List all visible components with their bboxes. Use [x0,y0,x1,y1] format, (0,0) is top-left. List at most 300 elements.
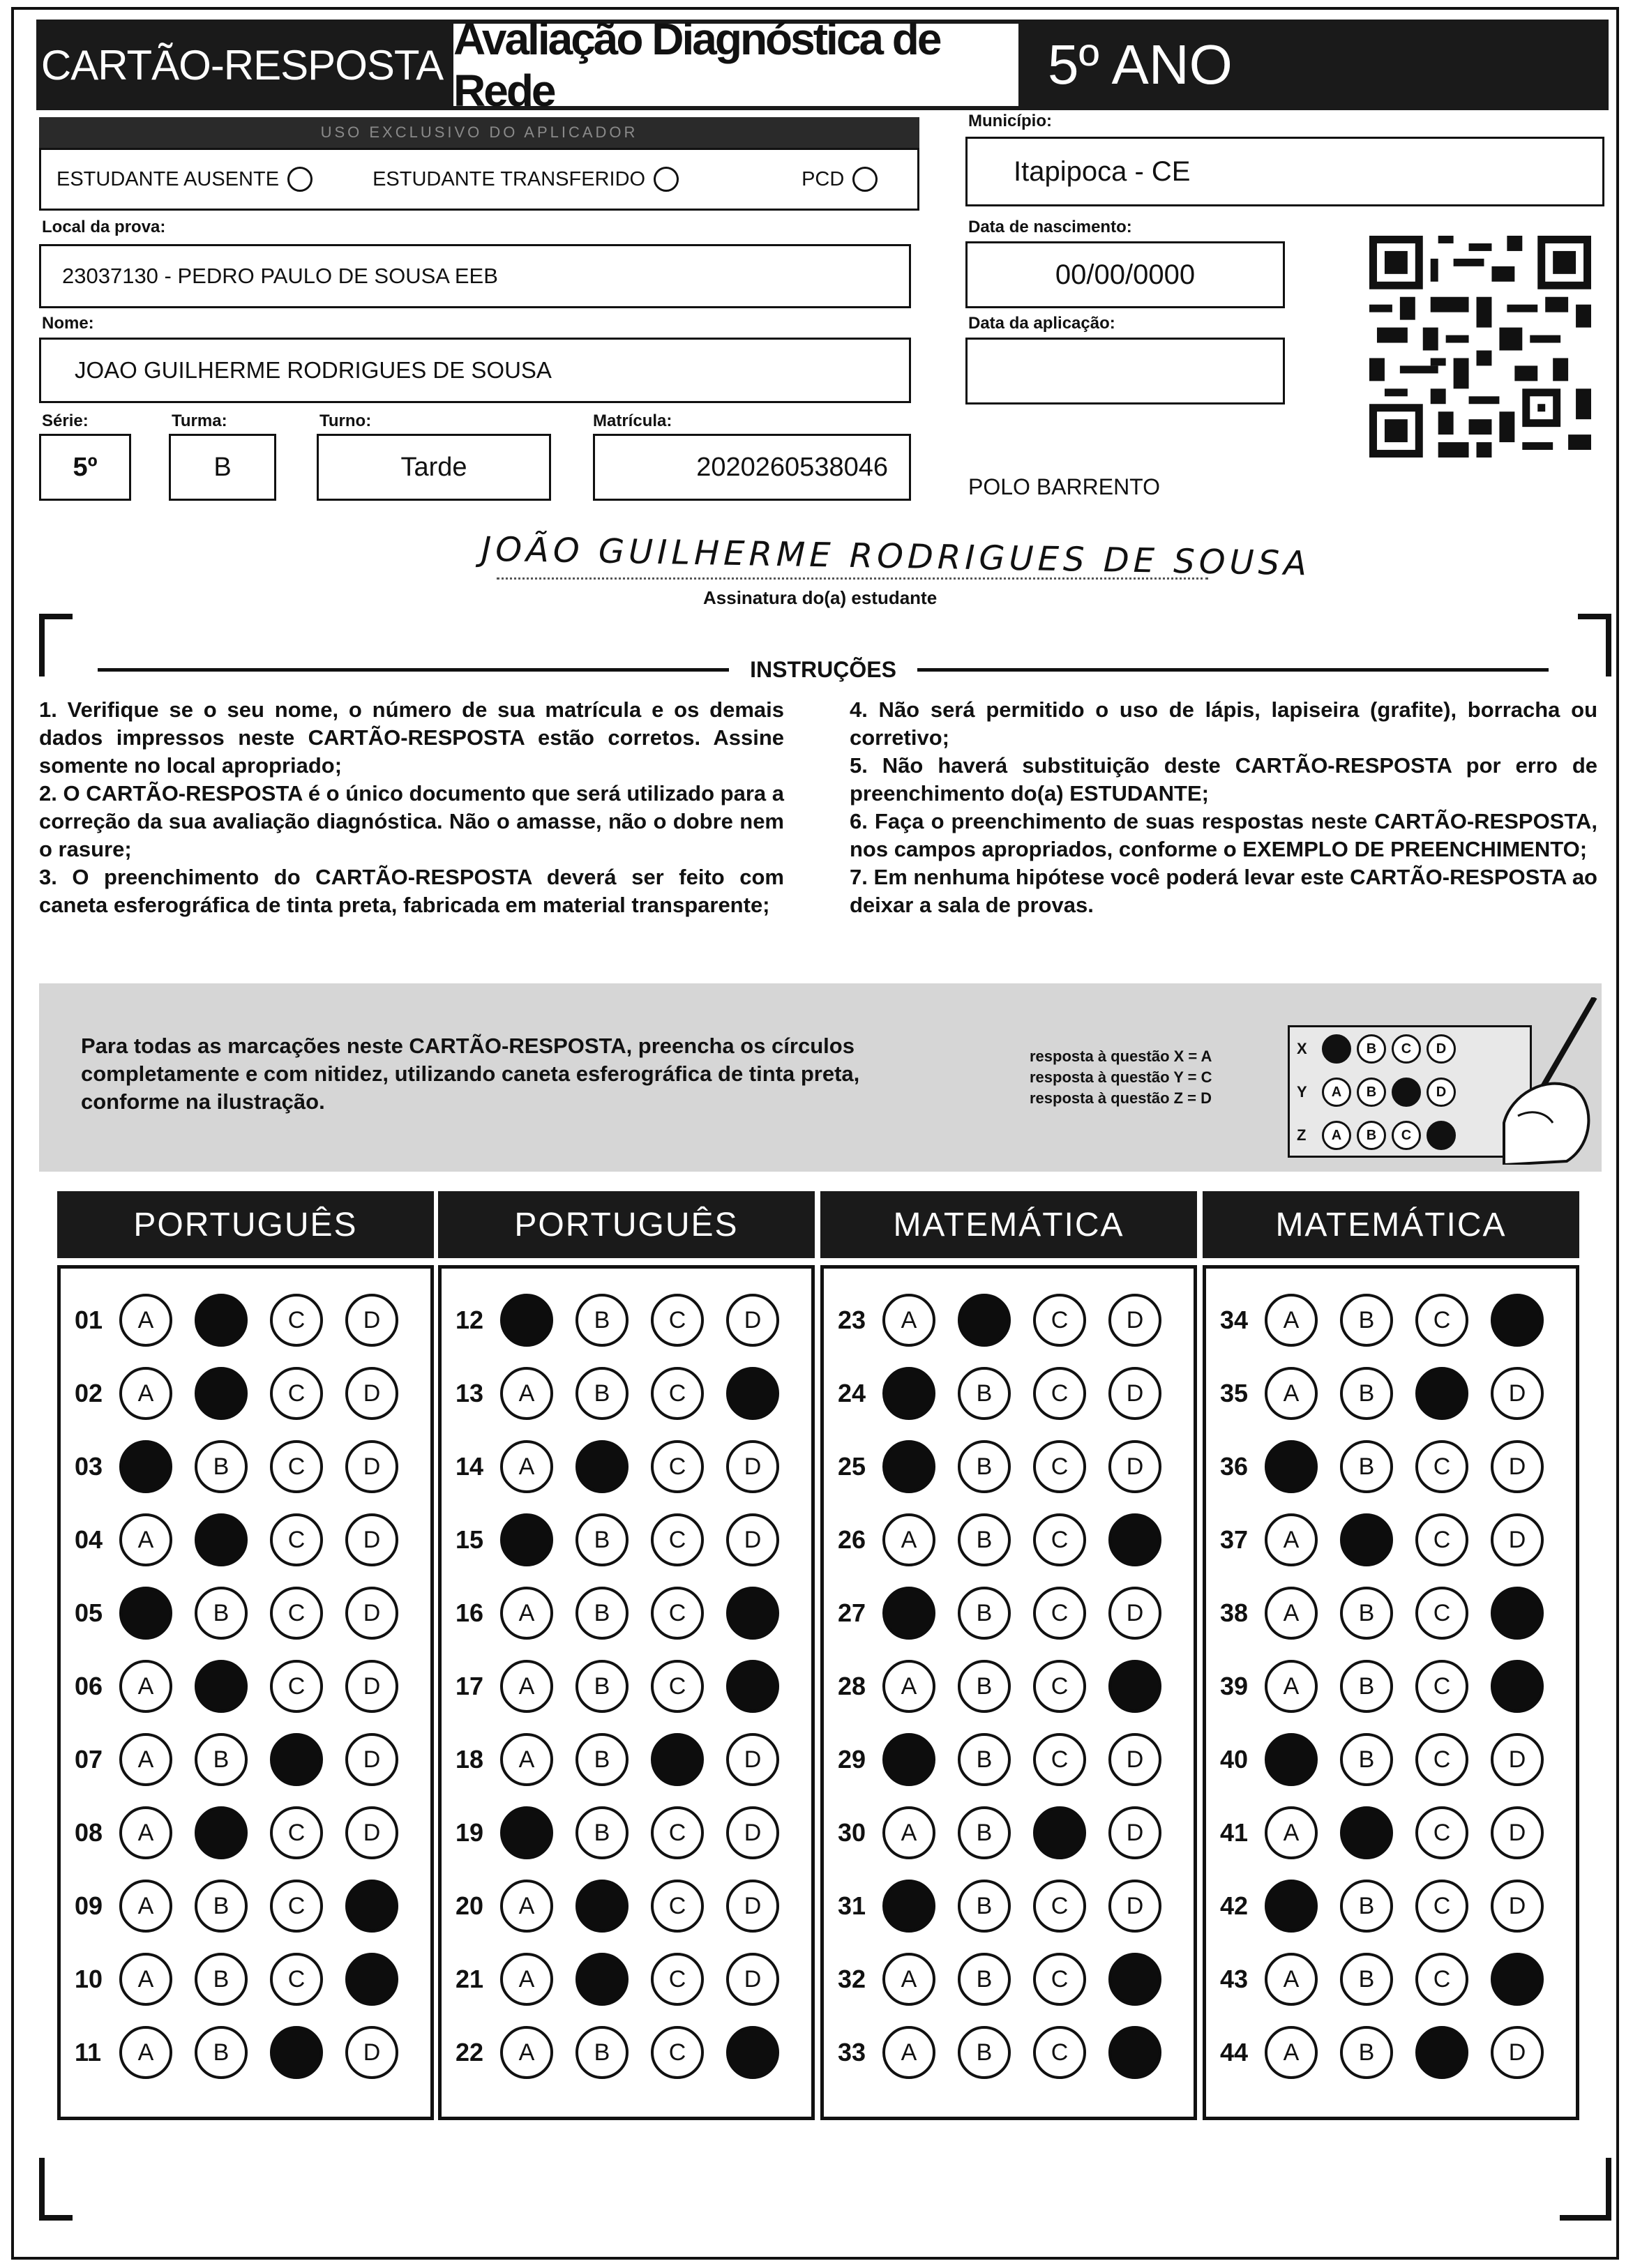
answer-bubble-c[interactable] [651,1806,704,1859]
answer-bubble-c[interactable] [1033,1440,1086,1493]
bubble-letter: D [1126,1379,1144,1407]
bubble-letter: A [137,1819,154,1846]
answer-bubble-a[interactable] [1265,1513,1318,1566]
answer-bubble-d[interactable] [1491,1733,1544,1786]
answer-bubble-b[interactable] [195,1880,248,1933]
answer-bubble-a[interactable] [119,1587,172,1640]
bubble-letter: C [1433,1453,1451,1480]
answer-bubble-b[interactable] [575,1806,629,1859]
question-number: 30 [838,1818,866,1847]
bubble-letter: C [1051,1306,1069,1333]
answer-bubble-d[interactable] [1108,1660,1161,1713]
answer-bubble-b[interactable] [575,1367,629,1420]
bubble-letter: B [976,1526,993,1553]
bubble-letter: D [363,1746,381,1773]
answer-bubble-a[interactable] [1265,1440,1318,1493]
answer-bubble-c[interactable] [1033,1733,1086,1786]
bubble-letter: A [1283,1965,1300,1993]
answer-bubble-b[interactable] [958,1806,1011,1859]
answer-bubble-c[interactable] [1033,1587,1086,1640]
answer-bubble-c[interactable] [1415,1953,1468,2006]
question-number: 42 [1220,1891,1249,1920]
answer-bubble-d[interactable] [345,2026,398,2079]
bubble-letter: A [137,1306,154,1333]
answer-bubble-d[interactable] [1108,1513,1161,1566]
instruction-2: 2. O CARTÃO-RESPOSTA é o único documento que será utilizado para a correção da sua avaliação diagnóstica. Não o amasse, não o dobre nem o rasure; [39,781,784,861]
answer-bubble-a[interactable] [882,1733,935,1786]
answer-bubble-a[interactable] [882,1367,935,1420]
bubble-letter: C [287,1892,306,1919]
answer-bubble-a[interactable] [119,1440,172,1493]
answer-bubble-c[interactable] [651,1660,704,1713]
hand-with-pen-icon [1490,997,1602,1165]
question-row [456,1359,802,1428]
answer-bubble-c[interactable] [1033,1513,1086,1566]
question-number: 35 [1220,1379,1249,1407]
answer-bubble-b[interactable] [1340,1440,1393,1493]
answer-bubble-c[interactable] [270,1660,323,1713]
bubble-letter: C [287,1453,306,1480]
answer-bubble-a[interactable] [119,1294,172,1347]
turma-field: B [169,434,276,501]
answer-bubble-a[interactable] [882,1440,935,1493]
answer-bubble-c[interactable] [1415,1880,1468,1933]
answer-bubble-c[interactable] [270,1733,323,1786]
question-number: 16 [456,1598,484,1627]
bubble-letter: A [1283,1306,1300,1333]
bubble-letter: D [744,1965,762,1993]
answer-bubble-d[interactable] [726,1367,779,1420]
answer-bubble-a[interactable] [1265,1806,1318,1859]
bubble-letter: B [1358,1599,1375,1626]
answer-bubble-c[interactable] [1415,1806,1468,1859]
bubble-letter: C [1433,1892,1451,1919]
bubble-letter: C [287,1672,306,1700]
answer-bubble-d[interactable] [726,1806,779,1859]
question-row [838,1578,1184,1648]
answer-bubble-a[interactable] [882,1953,935,2006]
answer-bubble-b[interactable] [575,1880,629,1933]
answer-bubble-b[interactable] [195,2026,248,2079]
answer-bubble-c[interactable] [1033,1806,1086,1859]
question-number: 14 [456,1452,484,1481]
bubble-letter: D [1508,2039,1526,2066]
answer-bubble-c[interactable] [651,1513,704,1566]
answer-bubble-d[interactable] [1491,2026,1544,2079]
instruction-1: 1. Verifique se o seu nome, o número de sua matrícula e os demais dados impressos neste CARTÃO-RESPOSTA estão corretos. Assine somente no local apropriado; [39,697,784,778]
bubble-letter: B [213,2039,229,2066]
answer-column [57,1265,434,2120]
instruction-7: 7. Em nenhuma hipótese você poderá levar este CARTÃO-RESPOSTA ao deixar a sala de provas. [850,865,1597,917]
bubble-letter: C [1051,1526,1069,1553]
instruction-6: 6. Faça o preenchimento de suas respostas neste CARTÃO-RESPOSTA, nos campos apropriados, conforme o EXEMPLO DE PREENCHIMENTO; [850,809,1597,861]
question-row [838,1944,1184,2014]
answer-bubble-c[interactable] [1033,1294,1086,1347]
answer-bubble-d[interactable] [726,1733,779,1786]
bubble-letter: D [744,1526,762,1553]
answer-bubble-b[interactable] [1340,1367,1393,1420]
bubble-letter: A [1283,1379,1300,1407]
question-number: 07 [75,1745,103,1774]
answer-bubble-a[interactable] [882,1587,935,1640]
bubble-letter: A [518,1965,535,1993]
answer-bubble-b[interactable] [958,1880,1011,1933]
question-number: 38 [1220,1598,1249,1627]
answer-bubble-d[interactable] [1108,1294,1161,1347]
question-row [1220,1285,1566,1355]
bubble-letter: C [668,1453,686,1480]
question-row [838,1432,1184,1502]
answer-bubble-b[interactable] [195,1660,248,1713]
answer-bubble-a[interactable] [500,1733,553,1786]
bubble-letter: D [1508,1453,1526,1480]
answer-bubble-c[interactable] [1033,1367,1086,1420]
bubble-letter: C [1051,2039,1069,2066]
bubble-letter: A [518,2039,535,2066]
bubble-letter: C [1433,1599,1451,1626]
answer-bubble-d[interactable] [1108,1953,1161,2006]
answer-bubble-a[interactable] [882,2026,935,2079]
answer-bubble-a[interactable] [882,1880,935,1933]
answer-bubble-b[interactable] [958,1294,1011,1347]
answer-bubble-d[interactable] [1491,1513,1544,1566]
answer-bubble-d[interactable] [1491,1587,1544,1640]
answer-bubble-b[interactable] [958,1367,1011,1420]
bubble-letter: C [1051,1453,1069,1480]
answer-bubble-a[interactable] [500,1953,553,2006]
answer-bubble-d[interactable] [1491,1806,1544,1859]
answer-bubble-b[interactable] [1340,2026,1393,2079]
question-number: 08 [75,1818,103,1847]
answer-bubble-b[interactable] [575,1953,629,2006]
answer-bubble-d[interactable] [1108,1880,1161,1933]
bubble-letter: C [668,1306,686,1333]
bubble-letter: A [137,1892,154,1919]
instruction-3: 3. O preenchimento do CARTÃO-RESPOSTA deverá ser feito com caneta esferográfica de tinta preta, fabricada em material transparente; [39,865,784,917]
answer-bubble-a[interactable] [1265,2026,1318,2079]
answer-column [820,1265,1197,2120]
answer-bubble-c[interactable] [1033,1880,1086,1933]
answer-bubble-d[interactable] [345,1806,398,1859]
bubble-letter: B [976,1599,993,1626]
answer-bubble-c[interactable] [270,1880,323,1933]
answer-bubble-b[interactable] [958,1513,1011,1566]
absent-bubble[interactable] [287,167,313,192]
answer-bubble-b[interactable] [1340,1880,1393,1933]
answer-bubble-b[interactable] [1340,1660,1393,1713]
example-bubble-b: B [1357,1121,1386,1150]
answer-bubble-d[interactable] [1491,1294,1544,1347]
answer-bubble-a[interactable] [500,1880,553,1933]
example-bubble-b: B [1357,1034,1386,1064]
matricula-field: 2020260538046 [593,434,911,501]
answer-bubble-c[interactable] [651,2026,704,2079]
answer-bubble-d[interactable] [345,1733,398,1786]
bubble-letter: A [518,1746,535,1773]
bubble-letter: D [1508,1379,1526,1407]
answer-bubble-b[interactable] [958,1440,1011,1493]
answer-bubble-a[interactable] [119,1806,172,1859]
answer-bubble-c[interactable] [1033,1953,1086,2006]
answer-bubble-d[interactable] [1108,1733,1161,1786]
bubble-letter: D [744,1819,762,1846]
exam-title: Avaliação Diagnóstica de Rede [453,24,1018,106]
pcd-bubble[interactable] [852,167,878,192]
municipio-field: Itapipoca - CE [965,137,1604,206]
answer-bubble-a[interactable] [119,1367,172,1420]
bubble-letter: B [1358,1892,1375,1919]
absent-label: ESTUDANTE AUSENTE [57,167,280,190]
answer-bubble-b[interactable] [195,1733,248,1786]
pcd-label: PCD [802,167,845,190]
bubble-letter: B [1358,2039,1375,2066]
bubble-letter: B [594,1526,610,1553]
question-row [838,1505,1184,1575]
answer-bubble-c[interactable] [651,1880,704,1933]
bubble-letter: A [901,2039,917,2066]
answer-bubble-d[interactable] [345,1660,398,1713]
answer-bubble-a[interactable] [500,1440,553,1493]
answer-bubble-d[interactable] [1108,1440,1161,1493]
answer-bubble-b[interactable] [575,1660,629,1713]
answer-bubble-d[interactable] [1108,2026,1161,2079]
answer-bubble-c[interactable] [1415,1660,1468,1713]
answer-bubble-c[interactable] [270,2026,323,2079]
answer-bubble-a[interactable] [119,1733,172,1786]
question-row [75,1798,421,1868]
answer-bubble-d[interactable] [726,1953,779,2006]
bubble-letter: D [363,1672,381,1700]
bubble-letter: D [1126,1599,1144,1626]
qr-code-icon [1369,236,1591,458]
answer-bubble-d[interactable] [1491,1953,1544,2006]
answer-bubble-b[interactable] [195,1587,248,1640]
answer-bubble-c[interactable] [1415,1587,1468,1640]
answer-bubble-b[interactable] [575,1294,629,1347]
answer-bubble-b[interactable] [1340,1733,1393,1786]
answer-bubble-b[interactable] [958,2026,1011,2079]
answer-bubble-b[interactable] [1340,1294,1393,1347]
name-label: Nome: [42,314,94,333]
answer-bubble-c[interactable] [270,1587,323,1640]
answer-bubble-d[interactable] [726,2026,779,2079]
answer-bubble-b[interactable] [958,1953,1011,2006]
answer-bubble-a[interactable] [119,2026,172,2079]
answer-bubble-d[interactable] [345,1880,398,1933]
question-number: 29 [838,1745,866,1774]
answer-bubble-a[interactable] [1265,1660,1318,1713]
answer-bubble-b[interactable] [1340,1806,1393,1859]
turno-label: Turno: [319,411,372,430]
answer-bubble-d[interactable] [726,1294,779,1347]
answer-bubble-c[interactable] [651,1953,704,2006]
answer-bubble-c[interactable] [270,1367,323,1420]
answer-bubble-b[interactable] [575,1587,629,1640]
question-number: 34 [1220,1306,1249,1334]
instructions-right [850,696,1597,919]
answer-bubble-b[interactable] [1340,1513,1393,1566]
bubble-letter: B [594,1672,610,1700]
signature-line [497,577,1208,580]
answer-bubble-a[interactable] [500,1367,553,1420]
answer-bubble-a[interactable] [500,1513,553,1566]
question-row [456,1432,802,1502]
answer-bubble-b[interactable] [195,1513,248,1566]
answer-bubble-d[interactable] [1108,1587,1161,1640]
header-bar [36,14,1609,116]
answer-bubble-c[interactable] [651,1733,704,1786]
turma-label: Turma: [172,411,227,430]
answer-bubble-d[interactable] [1491,1440,1544,1493]
answer-bubble-b[interactable] [575,1513,629,1566]
answer-bubble-c[interactable] [1033,2026,1086,2079]
answer-bubble-d[interactable] [345,1367,398,1420]
aplicacao-label: Data da aplicação: [968,314,1115,333]
question-row [838,1798,1184,1868]
answer-bubble-b[interactable] [195,1367,248,1420]
bubble-letter: C [668,1892,686,1919]
answer-bubble-c[interactable] [270,1953,323,2006]
answer-bubble-b[interactable] [575,2026,629,2079]
answer-bubble-a[interactable] [119,1953,172,2006]
bubble-letter: D [744,1453,762,1480]
answer-bubble-c[interactable] [1415,1733,1468,1786]
nascimento-field: 00/00/0000 [965,241,1285,308]
answer-bubble-d[interactable] [726,1587,779,1640]
question-row [838,1651,1184,1721]
answer-bubble-c[interactable] [1415,2026,1468,2079]
question-number: 05 [75,1598,103,1627]
bubble-letter: D [1508,1892,1526,1919]
answer-bubble-d[interactable] [1108,1367,1161,1420]
answer-bubble-c[interactable] [1415,1513,1468,1566]
answer-bubble-c[interactable] [1415,1440,1468,1493]
answer-bubble-d[interactable] [1491,1660,1544,1713]
answer-bubble-d[interactable] [345,1587,398,1640]
answer-bubble-a[interactable] [882,1294,935,1347]
answer-bubble-a[interactable] [119,1660,172,1713]
answer-bubble-c[interactable] [270,1294,323,1347]
answer-bubble-c[interactable] [651,1587,704,1640]
answer-bubble-b[interactable] [958,1587,1011,1640]
bubble-letter: C [1433,1746,1451,1773]
answer-bubble-c[interactable] [270,1440,323,1493]
answer-bubble-a[interactable] [882,1660,935,1713]
answer-bubble-b[interactable] [575,1733,629,1786]
answer-bubble-c[interactable] [651,1367,704,1420]
question-row [456,1725,802,1794]
answer-bubble-c[interactable] [651,1440,704,1493]
answer-bubble-a[interactable] [1265,1367,1318,1420]
answer-bubble-a[interactable] [500,2026,553,2079]
example-bubble-d: D [1427,1078,1456,1107]
answer-bubble-d[interactable] [1491,1367,1544,1420]
bubble-letter: C [287,1306,306,1333]
question-row [456,1651,802,1721]
question-row [75,2018,421,2087]
answer-bubble-a[interactable] [1265,1733,1318,1786]
answer-bubble-b[interactable] [195,1294,248,1347]
answer-bubble-b[interactable] [958,1660,1011,1713]
bubble-letter: B [213,1746,229,1773]
answer-bubble-a[interactable] [882,1806,935,1859]
answer-bubble-b[interactable] [958,1733,1011,1786]
bubble-letter: C [287,1526,306,1553]
question-row [75,1285,421,1355]
answer-bubble-a[interactable] [1265,1953,1318,2006]
question-row [1220,1432,1566,1502]
answer-bubble-a[interactable] [500,1660,553,1713]
answer-bubble-a[interactable] [119,1880,172,1933]
answer-bubble-d[interactable] [345,1440,398,1493]
answer-bubble-c[interactable] [270,1513,323,1566]
bubble-letter: B [1358,1379,1375,1407]
answer-bubble-d[interactable] [726,1513,779,1566]
answer-bubble-c[interactable] [1415,1294,1468,1347]
answer-bubble-c[interactable] [270,1806,323,1859]
answer-bubble-c[interactable] [1415,1367,1468,1420]
answer-bubble-d[interactable] [345,1513,398,1566]
bubble-letter: C [287,1965,306,1993]
answer-bubble-b[interactable] [1340,1587,1393,1640]
answer-bubble-d[interactable] [726,1440,779,1493]
answer-bubble-b[interactable] [195,1806,248,1859]
example-bubble-b: B [1357,1078,1386,1107]
answer-bubble-b[interactable] [1340,1953,1393,2006]
bubble-letter: B [976,1746,993,1773]
answer-bubble-a[interactable] [500,1587,553,1640]
answer-bubble-a[interactable] [500,1806,553,1859]
answer-bubble-d[interactable] [345,1294,398,1347]
bubble-letter: A [518,1379,535,1407]
answer-bubble-d[interactable] [726,1660,779,1713]
answer-bubble-a[interactable] [1265,1880,1318,1933]
question-row [1220,1359,1566,1428]
answer-bubble-c[interactable] [651,1294,704,1347]
transferred-bubble[interactable] [654,167,679,192]
fill-example-panel [39,983,1602,1172]
bubble-letter: C [287,1819,306,1846]
question-row [456,1285,802,1355]
answer-bubble-c[interactable] [1033,1660,1086,1713]
answer-bubble-d[interactable] [345,1953,398,2006]
answer-bubble-a[interactable] [119,1513,172,1566]
bubble-letter: D [1126,1892,1144,1919]
answer-bubble-a[interactable] [500,1294,553,1347]
polo-label: POLO BARRENTO [968,474,1161,499]
bubble-letter: D [363,1453,381,1480]
answer-bubble-d[interactable] [726,1880,779,1933]
answer-bubble-d[interactable] [1491,1880,1544,1933]
bubble-letter: C [1051,1379,1069,1407]
bubble-letter: C [287,1599,306,1626]
answer-bubble-a[interactable] [1265,1294,1318,1347]
answer-bubble-a[interactable] [1265,1587,1318,1640]
legend-line: resposta à questão Z = D [1030,1089,1212,1107]
answer-bubble-b[interactable] [195,1440,248,1493]
corner-mark-top-right [1578,614,1611,676]
answer-bubble-b[interactable] [195,1953,248,2006]
answer-bubble-b[interactable] [575,1440,629,1493]
example-bubble-c: C [1392,1034,1421,1064]
bubble-letter: A [901,1672,917,1700]
question-row [1220,1725,1566,1794]
answer-bubble-d[interactable] [1108,1806,1161,1859]
answer-bubble-a[interactable] [882,1513,935,1566]
bubble-letter: D [1126,1746,1144,1773]
local-field: 23037130 - PEDRO PAULO DE SOUSA EEB [39,244,911,308]
bubble-letter: D [363,2039,381,2066]
